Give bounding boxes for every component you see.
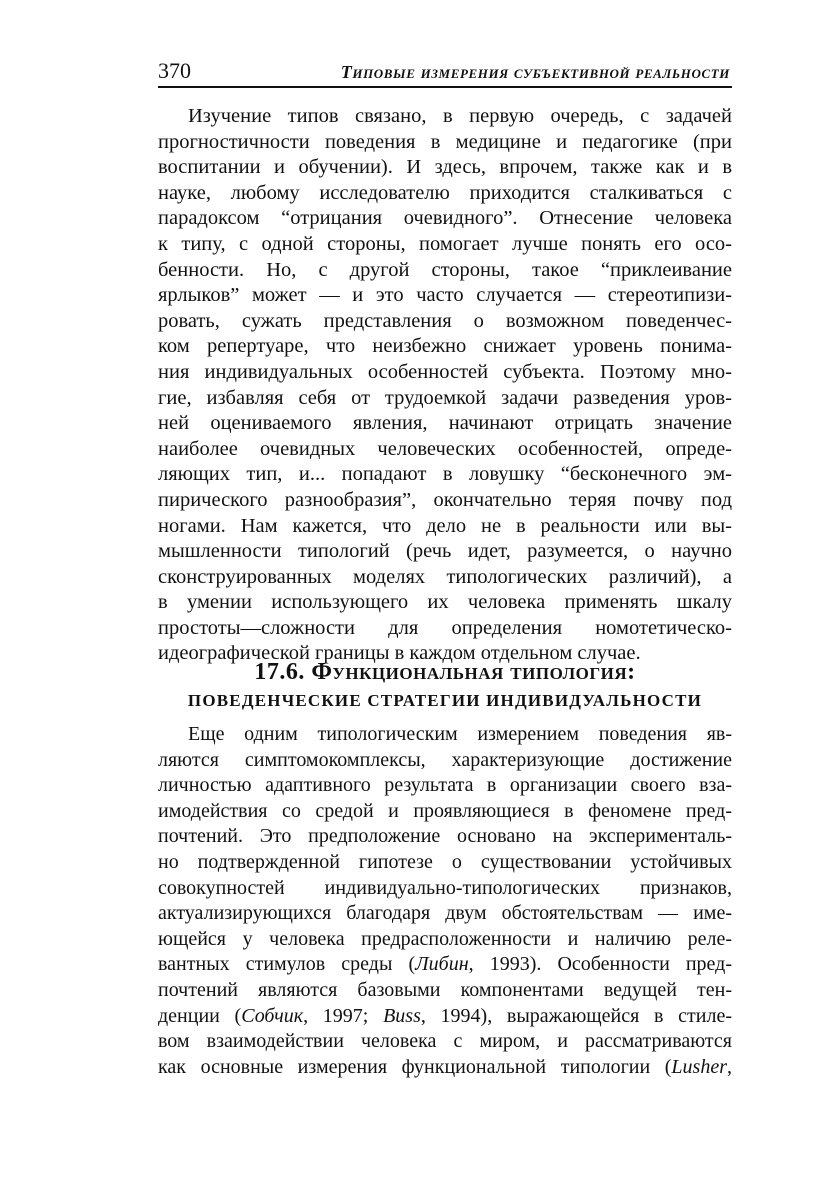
text-line: в умении использующего их человека применять шкалу — [158, 591, 732, 614]
text-line — [158, 1004, 732, 1030]
text-line: пирического разнообразия”, окончательно теряя почву под — [158, 488, 732, 511]
text-fragment: как основные измерения функциональной типологии ( — [158, 1055, 672, 1078]
text-line: простоты—сложности для определения номотетическо- — [158, 616, 732, 639]
section-title: 17.6. Функциональная типология: — [254, 659, 636, 685]
citation-author: Lusher — [671, 1055, 727, 1078]
section-heading — [158, 657, 732, 715]
text-fragment: , — [727, 1055, 732, 1078]
text-line: Изучение типов связано, в первую очередь, с задачей — [188, 105, 732, 127]
text-line: науке, любому исследователю приходится сталкиваться с — [158, 181, 732, 204]
text-line: к типу, с одной стороны, помогает лучше понять его осо- — [158, 232, 732, 255]
text-line: почтений. Это предположение основано на эксперименталь- — [158, 825, 732, 848]
text-fragment: , 1993). Особенности пред- — [468, 953, 732, 976]
text-line: бенности. Но, с другой стороны, такое “приклеивание — [158, 258, 732, 281]
text-line: вом взаимодействии человека с миром, и рассматриваются — [158, 1030, 732, 1053]
text-line — [158, 1055, 732, 1081]
text-line: но подтвержденной гипотезе о существовании устойчивых — [158, 850, 732, 873]
text-line: Еще одним типологическим измерением поведения яв- — [188, 723, 732, 745]
text-line: идеографической границы в каждом отдельном случае. — [158, 642, 641, 665]
page-number: 370 — [158, 58, 191, 83]
citation-author: Buss — [383, 1004, 421, 1027]
citation-author: Либин — [415, 953, 469, 976]
text-fragment: , 1994), выражающейся в стиле- — [420, 1004, 732, 1027]
running-header — [158, 58, 732, 88]
citation-author: Собчик — [241, 1004, 304, 1027]
text-line: ровать, сужать представления о возможном поведенчес- — [158, 309, 732, 332]
text-line: актуализирующихся благодаря двум обстоятельствам — име- — [158, 902, 732, 925]
text-line: совокупностей индивидуально-типологических признаков, — [158, 876, 732, 899]
paragraph-2 — [158, 722, 732, 1080]
text-fragment: вантных стимулов среды ( — [158, 953, 416, 976]
text-line: ярлыков” может — и это часто случается — стереотипизи- — [158, 284, 732, 307]
text-line: ней оцениваемого явления, начинают отрицать значение — [158, 412, 732, 435]
text-fragment: , 1997; — [303, 1004, 384, 1027]
text-line: прогностичности поведения в медицине и педагогике (при — [158, 130, 732, 153]
paragraph-1 — [158, 104, 732, 667]
text-line: сконструированных моделях типологических различий), а — [158, 565, 732, 588]
text-line: ния индивидуальных особенностей субъекта. Поэтому мно- — [158, 360, 732, 383]
text-line: воспитании и обучении). И здесь, впрочем, также как и в — [158, 156, 732, 179]
section-subtitle: ПОВЕДЕНЧЕСКИЕ СТРАТЕГИИ ИНДИВИДУАЛЬНОСТИ — [187, 691, 703, 710]
text-line: мышленности типологий (речь идет, разумеется, о научно — [158, 540, 732, 563]
text-line: наиболее очевидных человеческих особенностей, опреде- — [158, 437, 732, 460]
text-line: ногами. Нам кажется, что дело не в реальности или вы- — [158, 514, 732, 537]
text-line: гие, избавляя себя от трудоемкой задачи разведения уров- — [158, 386, 732, 409]
text-line — [158, 952, 732, 978]
text-line: почтений являются базовыми компонентами ведущей тен- — [158, 978, 732, 1001]
running-title: Типовые измерения субъективной реальности — [340, 62, 730, 82]
text-line: ляются симптомокомплексы, характеризующие достижение — [158, 748, 732, 771]
text-line: личностью адаптивного результата в организации своего вза- — [158, 774, 732, 797]
text-fragment: денции ( — [158, 1004, 242, 1027]
text-line: имодействия со средой и проявляющиеся в феномене пред- — [158, 799, 732, 822]
text-line: ляющих тип, и... попадают в ловушку “бесконечного эм- — [158, 463, 732, 486]
text-line: парадоксом “отрицания очевидного”. Отнесение человека — [158, 207, 732, 230]
text-line: ком репертуаре, что неизбежно снижает уровень понима- — [158, 335, 732, 358]
text-line: ющейся у человека предрасположенности и наличию реле- — [158, 927, 732, 950]
